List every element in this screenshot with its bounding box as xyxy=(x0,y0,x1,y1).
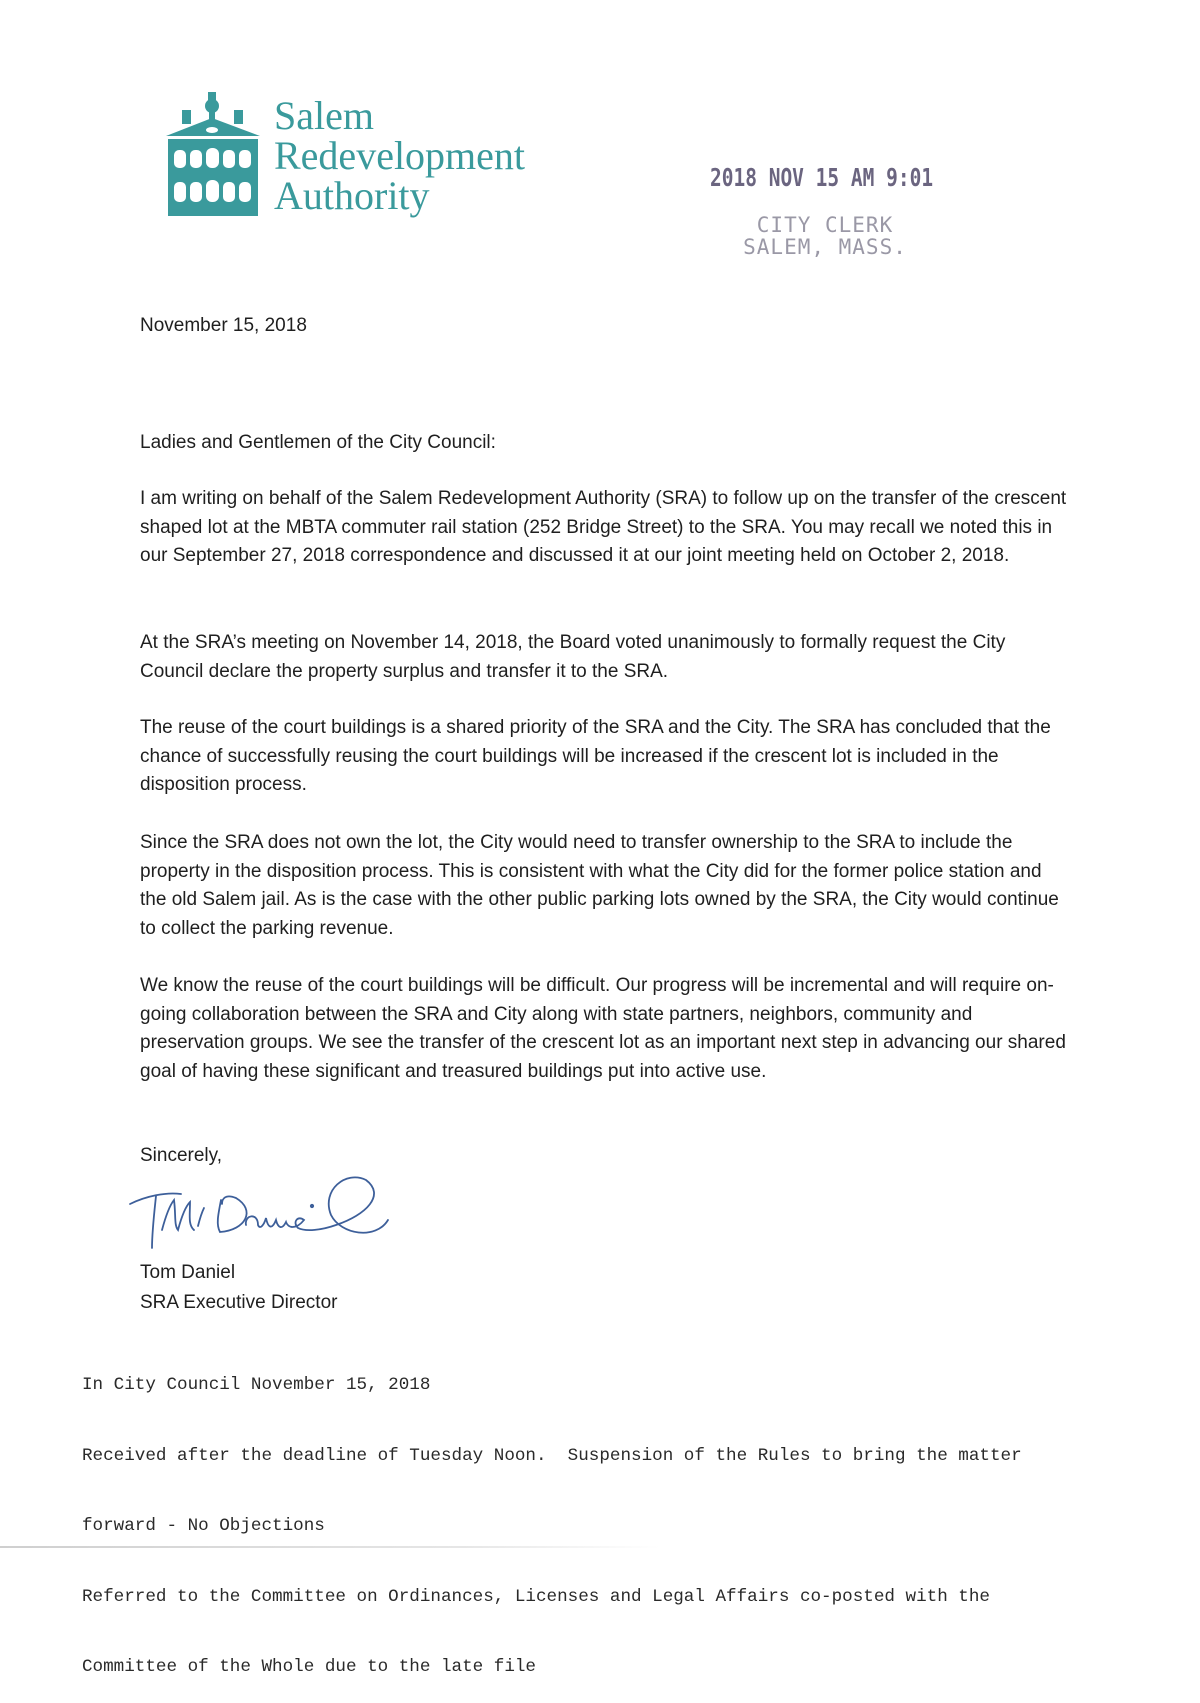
signer-block xyxy=(140,1258,337,1318)
org-line-2: Redevelopment xyxy=(274,133,526,178)
received-stamp xyxy=(710,163,996,258)
scan-edge-line xyxy=(0,1546,660,1548)
closing: Sincerely, xyxy=(140,1145,223,1166)
salutation: Ladies and Gentlemen of the City Council: xyxy=(140,432,496,453)
body-paragraph-1: I am writing on behalf of the Salem Redevelopment Authority (SRA) to follow up on the transfer of the crescent shaped lot at the MBTA commuter rail station (252 Bridge Street) to the SRA. You may recall we noted this in our September 27, 2018 correspondence and discussed it at our joint meeting held on October 2, 2018. xyxy=(140,488,1067,567)
council-note-line-1: In City Council November 15, 2018 xyxy=(82,1375,431,1395)
body-paragraph-4: Since the SRA does not own the lot, the City would need to transfer ownership to the SRA to include the property in the disposition process. This is consistent with what the City did for the former police station and the old Salem jail. As is the case with the other public parking lots owned by the SRA, the City would continue to collect the parking revenue. xyxy=(140,832,1059,940)
body-paragraph-2: At the SRA’s meeting on November 14, 2018, the Board voted unanimously to formally request the City Council declare the property surplus and transfer it to the SRA. xyxy=(140,632,1006,682)
stamp-office-line-1: CITY CLERK xyxy=(756,213,894,237)
handwritten-signature xyxy=(126,1170,396,1255)
council-action-note xyxy=(82,1327,1022,1703)
body-paragraph-5: We know the reuse of the court buildings will be difficult. Our progress will be incremental and will require on-going collaboration between the SRA and City along with state partners, neighbors, community and preservation groups. We see the transfer of the crescent lot as an important next step in advancing our shared goal of having these significant and treasured buildings put into active use. xyxy=(140,975,1066,1083)
body-paragraph-3: The reuse of the court buildings is a shared priority of the SRA and the City. The SRA has concluded that the chance of successfully reusing the court buildings will be increased if the crescent lot is included in the disposition process. xyxy=(140,717,1051,796)
org-line-3: Authority xyxy=(274,173,430,218)
council-note-line-3: forward - No Objections xyxy=(82,1516,325,1536)
town-hall-building-icon xyxy=(164,92,262,216)
signer-title: SRA Executive Director xyxy=(140,1292,338,1313)
council-note-line-5: Committee of the Whole due to the late file xyxy=(82,1657,536,1677)
stamp-office-line-2: SALEM, MASS. xyxy=(743,235,907,259)
signer-name: Tom Daniel xyxy=(140,1262,236,1283)
stamp-date-time: 2018 NOV 15 AM 9:01 xyxy=(710,163,934,192)
letter-date: November 15, 2018 xyxy=(140,315,307,336)
organization-name xyxy=(274,93,526,218)
council-note-line-4: Referred to the Committee on Ordinances, Licenses and Legal Affairs co-posted with the xyxy=(82,1586,990,1607)
letterhead-logo xyxy=(164,92,526,218)
org-line-1: Salem xyxy=(274,93,374,138)
stamp-office xyxy=(710,214,940,258)
council-note-line-2: Received after the deadline of Tuesday Noon. Suspension of the Rules to bring the matter xyxy=(82,1445,1022,1466)
